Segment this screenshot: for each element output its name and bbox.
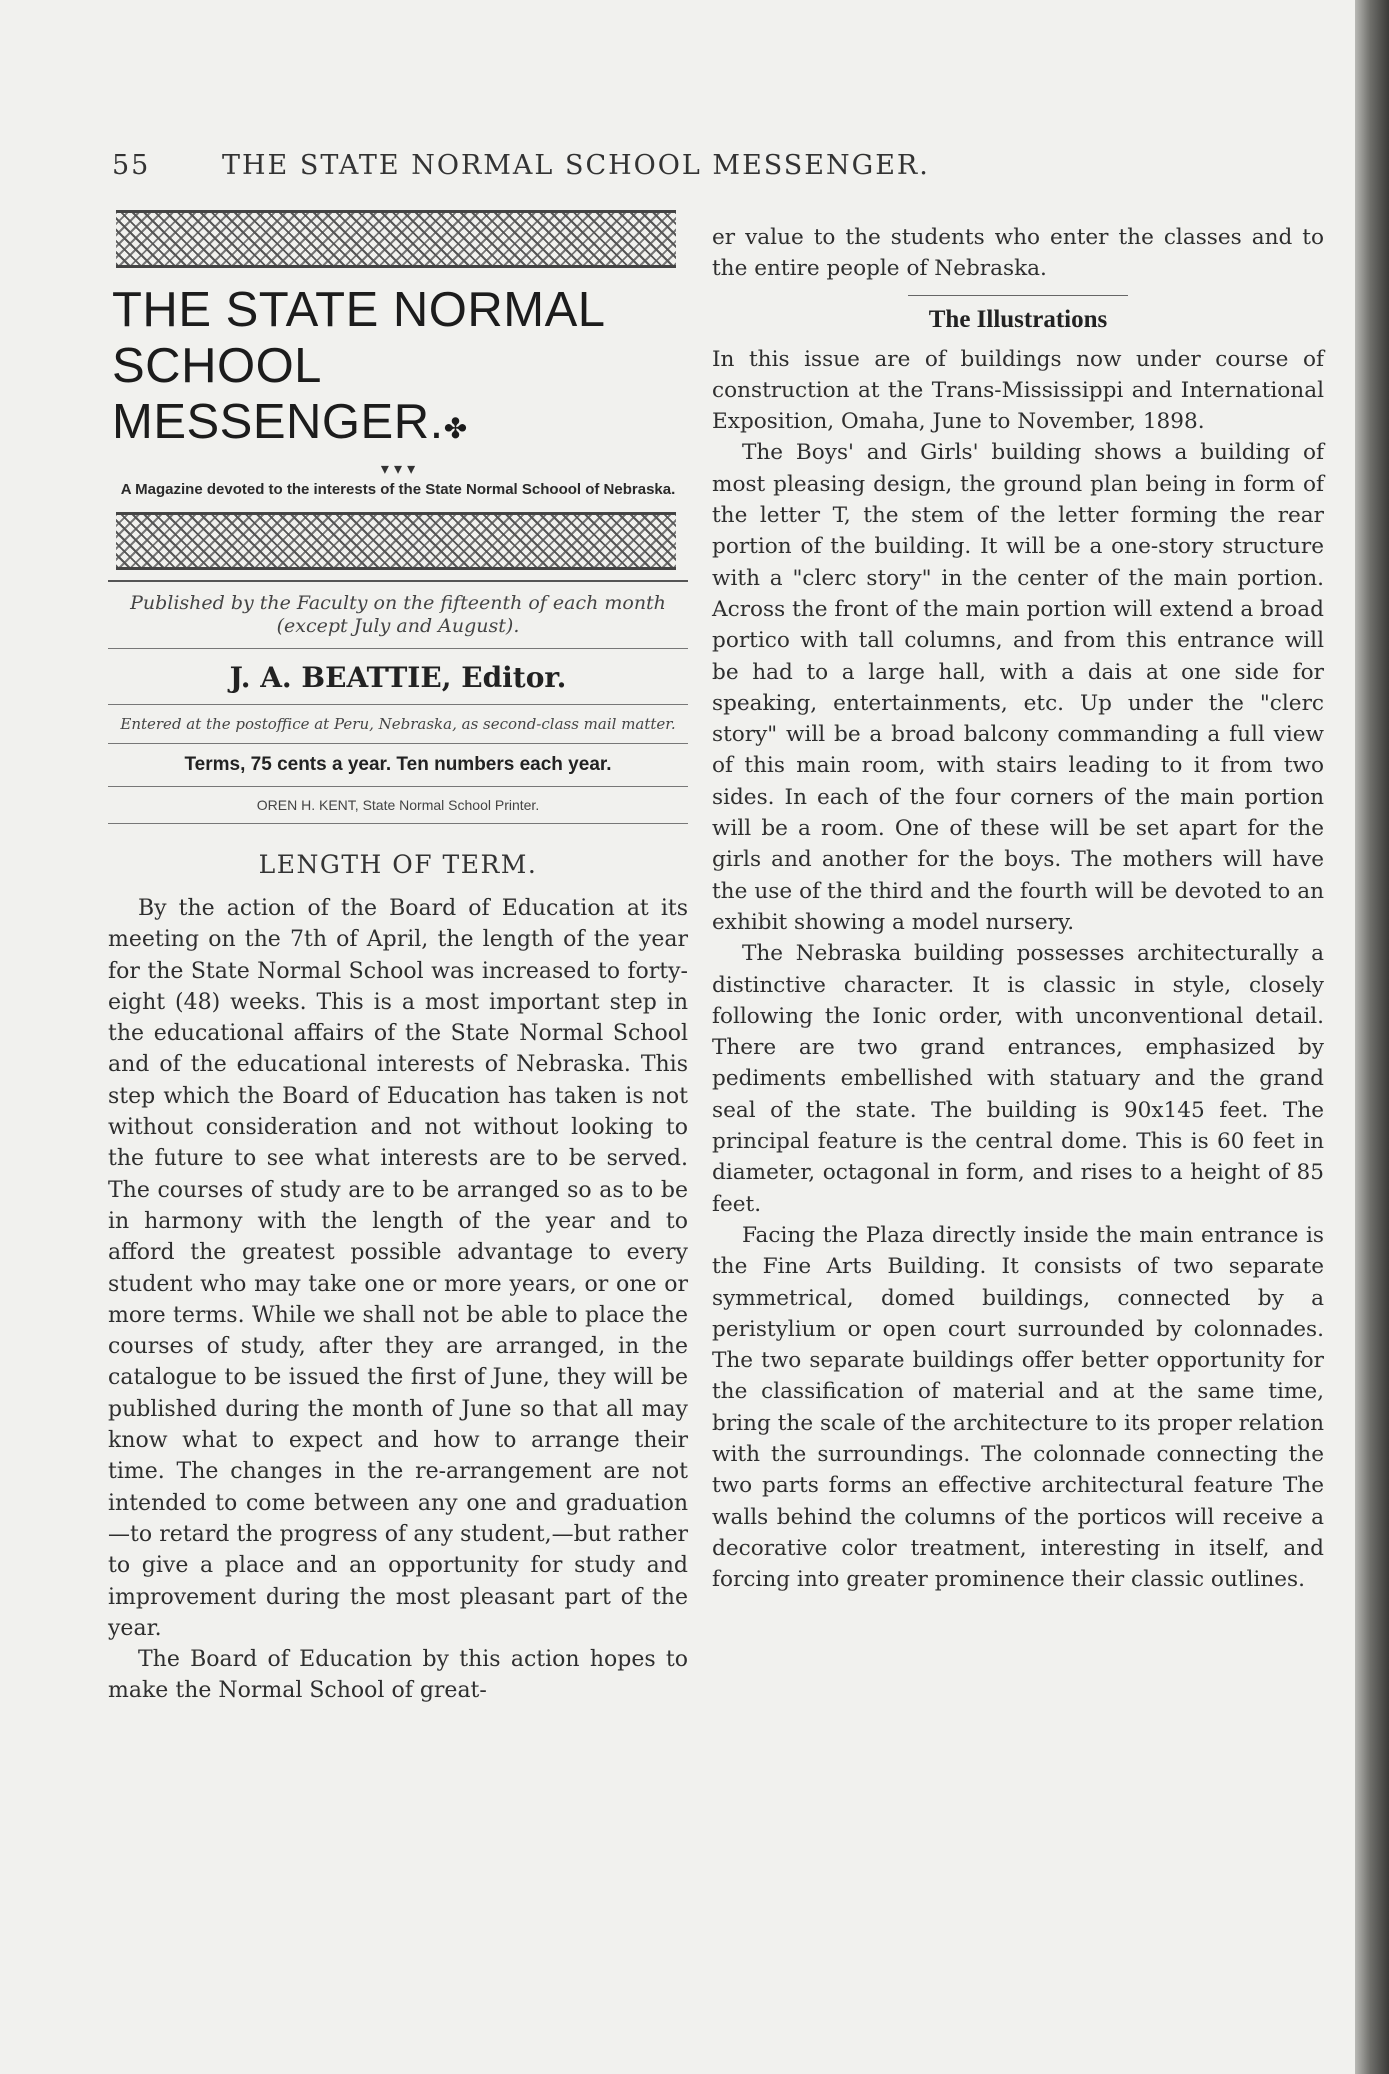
divider [108, 704, 688, 705]
running-head-title: THE STATE NORMAL SCHOOL MESSENGER. [222, 150, 930, 181]
illustrations-paragraph: Facing the Plaza directly inside the main entrance is the Fine Arts Building. It consists of two separate symmetrical, domed buildings, connected by a peristylium or open court surrounded by colonnades. The two separate buildings offer better opportunity for the classification of material and at the same time, bring the scale of the architecture to its proper relation with the surroundings. The colonnade connecting the two parts forms an effective architectural feature The walls behind the columns of the porticos will receive a decorative color treatment, interesting in itself, and forcing into greater prominence their classic outlines. [712, 1222, 1324, 1593]
illustrations-paragraph: In this issue are of buildings now under course of construction at the Trans-Mississippi and International Exposition, Omaha, June to November, 1898. [712, 346, 1324, 435]
section-heading-illustrations: The Illustrations [928, 305, 1108, 333]
masthead-title-line2: SCHOOL MESSENGER. [112, 339, 444, 449]
article-continuation: er value to the students who enter the classes and to the entire people of Nebraska. [712, 225, 1324, 282]
printer-credit: OREN H. KENT, State Normal School Printer. [256, 797, 540, 813]
article-heading-length-of-term: LENGTH OF TERM. [258, 850, 538, 879]
right-column [712, 222, 1324, 1595]
ornament-top [116, 210, 676, 268]
editor-line: J. A. BEATTIE, Editor. [229, 661, 567, 694]
masthead-tagline: A Magazine devoted to the interests of the State Normal Schoool of Nebraska. [120, 481, 676, 498]
page-number: 55 [112, 150, 151, 181]
divider [108, 580, 688, 582]
masthead-bullets: ▾ ▾ ▾ [380, 459, 416, 478]
divider [108, 743, 688, 744]
printer-mark-icon: ✤ [443, 413, 468, 444]
ornament-bottom [116, 512, 676, 570]
divider [108, 786, 688, 787]
article-paragraph: The Board of Education by this action hopes to make the Normal School of great- [108, 1647, 688, 1704]
postal-entry-note: Entered at the postoffice at Peru, Nebraska, as second-class mail matter. [120, 715, 676, 733]
running-head [112, 150, 1292, 181]
illustrations-paragraph: The Nebraska building possesses architecturally a distinctive character. It is classic in style, closely following the Ionic order, with unconventional detail. There are two grand entrances, emphasized by pediments embellished with statuary and the grand seal of the state. The building is 90x145 feet. The principal feature is the central dome. This is 60 feet in diameter, octagonal in form, and rises to a height of 85 feet. [712, 941, 1324, 1217]
article-paragraph: By the action of the Board of Education at its meeting on the 7th of April, the length of the year for the State Normal School was increased to forty-eight (48) weeks. This is a most important step in the educational affairs of the State Normal School and of the educational interests of Nebraska. This step which the Board of Education has taken is not without consideration and not without looking to the future to see what interests are to be served. The courses of study are to be arranged so as to be in harmony with the length of the year and to afford the greatest possible advantage to every student who may take one or more years, or one or more terms. While we shall not be able to place the courses of study, after they are arranged, in the catalogue to be issued the first of June, they will be published during the month of June so that all may know what to expect and how to arrange their time. The changes in the re-arrangement are not intended to come between any one and graduation—to retard the progress of any student,—but rather to give a place and an opportunity for study and improvement during the most pleasant part of the year. [108, 896, 688, 1641]
left-column [108, 210, 688, 1707]
section-divider [908, 295, 1128, 296]
divider [108, 823, 688, 824]
masthead-title-line1: THE STATE NORMAL [112, 283, 606, 337]
divider [108, 648, 688, 649]
publication-note: Published by the Faculty on the fifteenth of each month (except July and August). [130, 592, 666, 637]
page-edge-shadow [1355, 0, 1389, 2074]
illustrations-paragraph: The Boys' and Girls' building shows a building of most pleasing design, the ground plan being in form of the letter T, the stem of the letter forming the rear portion of the building. It will be a one-story structure with a "clerc story" in the center of the main portion. Across the front of the main portion will extend a broad portico with tall columns, and from this entrance will be had to a large hall, with a dais at one side for speaking, entertainments, etc. Up under the "clerc story" will be a broad balcony commanding a full view of this main room, with stairs leading to it from two sides. In each of the four corners of the main portion will be a room. One of these will be set apart for the girls and another for the boys. The mothers will have the use of the third and the fourth will be devoted to an exhibit showing a model nursery. [712, 440, 1324, 935]
masthead-title [112, 282, 688, 457]
subscription-terms: Terms, 75 cents a year. Ten numbers each year. [184, 754, 612, 775]
